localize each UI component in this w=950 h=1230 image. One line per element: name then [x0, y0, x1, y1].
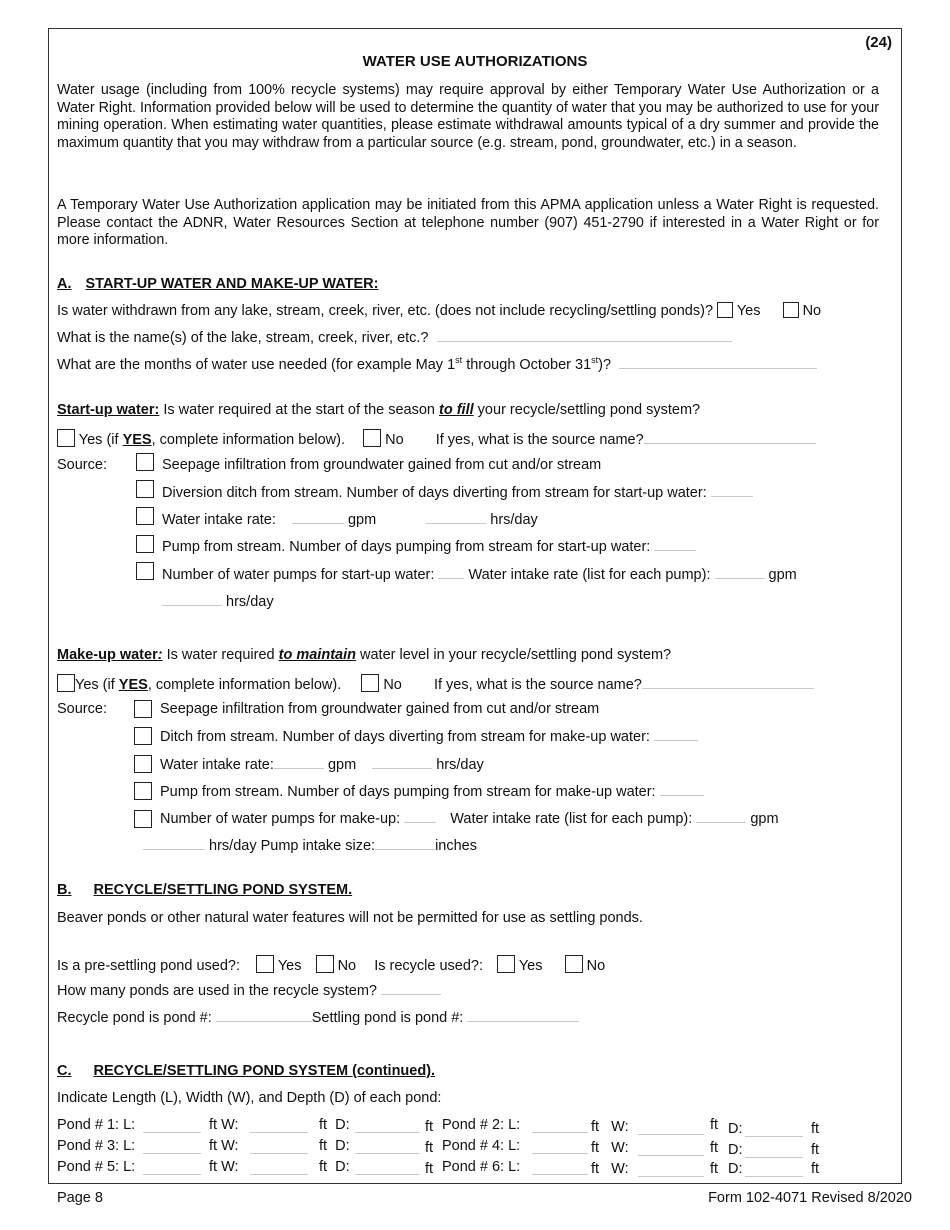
pond-2-ft-end: ft	[811, 1121, 820, 1137]
startup-pump-hrs-field[interactable]	[162, 593, 222, 606]
pond-3-ft-end: ft	[425, 1140, 434, 1156]
makeup-ditch-row: Ditch from stream. Number of days diverting from stream for make-up water:	[160, 728, 698, 745]
pond-5-ft-d: ft D:	[319, 1159, 350, 1175]
pond-6-depth-field[interactable]	[745, 1176, 803, 1177]
makeup-yes-checkbox[interactable]	[57, 674, 75, 692]
pond-2-ft-w: ft W:	[591, 1119, 629, 1135]
makeup-pump-row: Pump from stream. Number of days pumping from stream for make-up water:	[160, 783, 704, 800]
makeup-pump-days-field[interactable]	[660, 783, 704, 796]
makeup-label: Make-up water	[57, 647, 158, 663]
startup-source-label: Source:	[57, 457, 107, 473]
source-name-question: What is the name(s) of the lake, stream, creek, river, etc.?	[57, 330, 429, 346]
recycle-pond-field[interactable]	[216, 1009, 312, 1022]
section-b-heading: B. RECYCLE/SETTLING POND SYSTEM.	[57, 882, 353, 898]
makeup-seepage-checkbox[interactable]	[134, 700, 152, 718]
pond-3-depth-field[interactable]	[355, 1153, 419, 1154]
pond-4-length-field[interactable]	[532, 1153, 588, 1154]
pond-2-label: Pond # 2: L:	[442, 1117, 521, 1133]
pond-1-ft-end: ft	[425, 1119, 434, 1135]
makeup-yesno-row: Yes (if YES, complete information below). No If yes, what is the source name?	[57, 674, 814, 693]
recycle-no-checkbox[interactable]	[565, 955, 583, 973]
pond-3-length-field[interactable]	[143, 1153, 201, 1154]
pond-1-ft-w: ft W:	[209, 1117, 239, 1133]
pond-1-label: Pond # 1: L:	[57, 1117, 136, 1133]
pond-6-ft-w: ft W:	[591, 1161, 629, 1177]
startup-seepage-checkbox[interactable]	[136, 453, 154, 471]
makeup-pump-rate-field[interactable]	[696, 810, 746, 823]
pond-dimensions-instructions: Indicate Length (L), Width (W), and Depth (D) of each pond:	[57, 1090, 442, 1106]
startup-seepage-label: Seepage infiltration from groundwater gained from cut and/or stream	[162, 457, 602, 473]
makeup-intake-gpm-field[interactable]	[274, 756, 324, 769]
beaver-pond-note: Beaver ponds or other natural water features will not be permitted for use as settling ponds.	[57, 910, 643, 926]
pond-4-ft-end: ft	[811, 1142, 820, 1158]
settling-pond-field[interactable]	[467, 1009, 579, 1022]
startup-pump-checkbox[interactable]	[136, 535, 154, 553]
months-field[interactable]	[619, 356, 817, 369]
pond-5-width-field[interactable]	[250, 1174, 308, 1175]
withdrawn-question: Is water withdrawn from any lake, stream, creek, river, etc. (does not include recycling/settling ponds)?	[57, 303, 714, 319]
pond-4-label: Pond # 4: L:	[442, 1138, 521, 1154]
pond-3-width-field[interactable]	[250, 1153, 308, 1154]
withdrawn-yes-checkbox[interactable]	[717, 302, 733, 318]
pond-3-label: Pond # 3: L:	[57, 1138, 136, 1154]
startup-pump-hrs-row: hrs/day	[162, 593, 274, 610]
presettling-no-checkbox[interactable]	[316, 955, 334, 973]
makeup-pump-hrs-field[interactable]	[143, 837, 205, 850]
pond-4-depth-field[interactable]	[745, 1157, 803, 1158]
pond-6-ft: ft	[710, 1161, 719, 1177]
pond-1-length-field[interactable]	[143, 1132, 201, 1133]
makeup-intake-hrs-field[interactable]	[372, 756, 432, 769]
pond-3-ft-w: ft W:	[209, 1138, 239, 1154]
twua-paragraph: A Temporary Water Use Authorization application may be initiated from this APMA application unless a Water Right is requested. Please contact the ADNR, Water Resources Section at telephone number (907) 451-2790 if interested in a Water Right or for more information.	[57, 197, 879, 249]
startup-source-name-field[interactable]	[644, 431, 816, 444]
startup-yes-checkbox[interactable]	[57, 429, 75, 447]
recycle-yes-checkbox[interactable]	[497, 955, 515, 973]
source-name-field[interactable]	[437, 329, 732, 342]
startup-pump-days-field[interactable]	[654, 538, 696, 551]
pond-assignment-row: Recycle pond is pond #: Settling pond is pond #:	[57, 1009, 579, 1026]
section-a-heading: A. START-UP WATER AND MAKE-UP WATER:	[57, 276, 379, 292]
withdrawn-no-label: No	[802, 303, 822, 319]
section-c-heading: C. RECYCLE/SETTLING POND SYSTEM (continued).	[57, 1063, 436, 1079]
makeup-numpumps-checkbox[interactable]	[134, 810, 152, 828]
startup-no-checkbox[interactable]	[363, 429, 381, 447]
makeup-seepage-label: Seepage infiltration from groundwater gained from cut and/or stream	[160, 701, 600, 717]
pond-4-d: D:	[728, 1142, 743, 1158]
makeup-ditch-checkbox[interactable]	[134, 727, 152, 745]
startup-diversion-days-field[interactable]	[711, 484, 753, 497]
makeup-intake-checkbox[interactable]	[134, 755, 152, 773]
pond-2-d: D:	[728, 1121, 743, 1137]
makeup-ditch-days-field[interactable]	[654, 728, 698, 741]
startup-intake-hrs-field[interactable]	[426, 511, 486, 524]
pond-6-label: Pond # 6: L:	[442, 1159, 521, 1175]
page-title: WATER USE AUTHORIZATIONS	[362, 53, 588, 70]
startup-diversion-row: Diversion ditch from stream. Number of days diverting from stream for start-up water:	[162, 484, 753, 501]
startup-pump-rate-field[interactable]	[715, 566, 765, 579]
startup-question-row: Start-up water: Is water required at the start of the season to fill your recycle/settling pond system?	[57, 402, 701, 418]
startup-numpumps-checkbox[interactable]	[136, 562, 154, 580]
pond-5-ft-end: ft	[425, 1161, 434, 1177]
withdrawn-yes-label: Yes	[736, 303, 761, 319]
footer-form: Form 102-4071 Revised 8/2020	[708, 1190, 912, 1206]
pond-5-length-field[interactable]	[143, 1174, 201, 1175]
makeup-source-name-field[interactable]	[642, 676, 814, 689]
startup-intake-row: Water intake rate: gpm hrs/day	[162, 512, 538, 528]
pond-2-ft: ft	[710, 1117, 719, 1133]
pond-4-width-field[interactable]	[638, 1155, 704, 1156]
startup-diversion-checkbox[interactable]	[136, 480, 154, 498]
makeup-pump-hrs-row: hrs/day Pump intake size: inches	[143, 837, 477, 854]
pond-4-ft: ft	[710, 1140, 719, 1156]
makeup-question-row: Make-up water: Is water required to maintain water level in your recycle/settling pond system?	[57, 647, 672, 663]
makeup-no-checkbox[interactable]	[361, 674, 379, 692]
howmany-row: How many ponds are used in the recycle system?	[57, 982, 441, 999]
startup-intake-checkbox[interactable]	[136, 507, 154, 525]
pond-2-depth-field[interactable]	[745, 1136, 803, 1137]
page-number: (24)	[865, 34, 892, 51]
startup-yesno-row: Yes (if YES, complete information below). No If yes, what is the source name?	[57, 429, 816, 448]
presettling-row: Is a pre-settling pond used?: Yes No Is recycle used?: Yes No	[57, 955, 605, 974]
presettling-yes-checkbox[interactable]	[256, 955, 274, 973]
startup-numpumps-row: Number of water pumps for start-up water: Water intake rate (list for each pump): gpm	[162, 567, 797, 583]
pond-5-label: Pond # 5: L:	[57, 1159, 136, 1175]
intro-paragraph: Water usage (including from 100% recycle systems) may require approval by either Temporary Water Use Authorization or a Water Right. Information provided below will be used to determine the quantity of water that you may be authorized to use for your mining operation. When estimating water quantities, please estimate withdrawal amounts typical of a dry summer and provide the maximum quantity that you may withdraw from a particular source (e.g. stream, pond, groundwater, etc.) in a season.	[57, 82, 879, 151]
startup-pump-row: Pump from stream. Number of days pumping from stream for start-up water:	[162, 538, 696, 555]
howmany-field[interactable]	[381, 982, 441, 995]
pond-5-depth-field[interactable]	[355, 1174, 419, 1175]
pond-5-ft-w: ft W:	[209, 1159, 239, 1175]
pond-4-ft-w: ft W:	[591, 1140, 629, 1156]
makeup-source-label: Source:	[57, 701, 107, 717]
pond-6-ft-end: ft	[811, 1161, 820, 1177]
pond-1-depth-field[interactable]	[355, 1132, 419, 1133]
pond-3-ft-d: ft D:	[319, 1138, 350, 1154]
pond-1-width-field[interactable]	[250, 1132, 308, 1133]
makeup-numpumps-field[interactable]	[404, 810, 436, 823]
pond-6-length-field[interactable]	[532, 1174, 588, 1175]
pond-6-width-field[interactable]	[638, 1176, 704, 1177]
source-name-row	[57, 329, 732, 346]
makeup-numpumps-row: Number of water pumps for make-up: Water intake rate (list for each pump): gpm	[160, 811, 779, 827]
startup-numpumps-field[interactable]	[438, 566, 464, 579]
pond-2-width-field[interactable]	[638, 1134, 704, 1135]
makeup-pump-intake-size-field[interactable]	[375, 837, 435, 850]
makeup-pump-checkbox[interactable]	[134, 782, 152, 800]
makeup-intake-row: Water intake rate: gpm hrs/day	[160, 757, 484, 773]
startup-label: Start-up water:	[57, 402, 160, 418]
footer-page: Page 8	[57, 1190, 103, 1206]
startup-intake-gpm-field[interactable]	[292, 511, 344, 524]
withdrawn-no-checkbox[interactable]	[783, 302, 799, 318]
pond-1-ft-d: ft D:	[319, 1117, 350, 1133]
months-row: What are the months of water use needed (for example May 1st through October 31st)?	[57, 355, 817, 373]
pond-6-d: D:	[728, 1161, 743, 1177]
pond-2-length-field[interactable]	[532, 1132, 588, 1133]
withdrawn-question-row	[57, 302, 821, 319]
